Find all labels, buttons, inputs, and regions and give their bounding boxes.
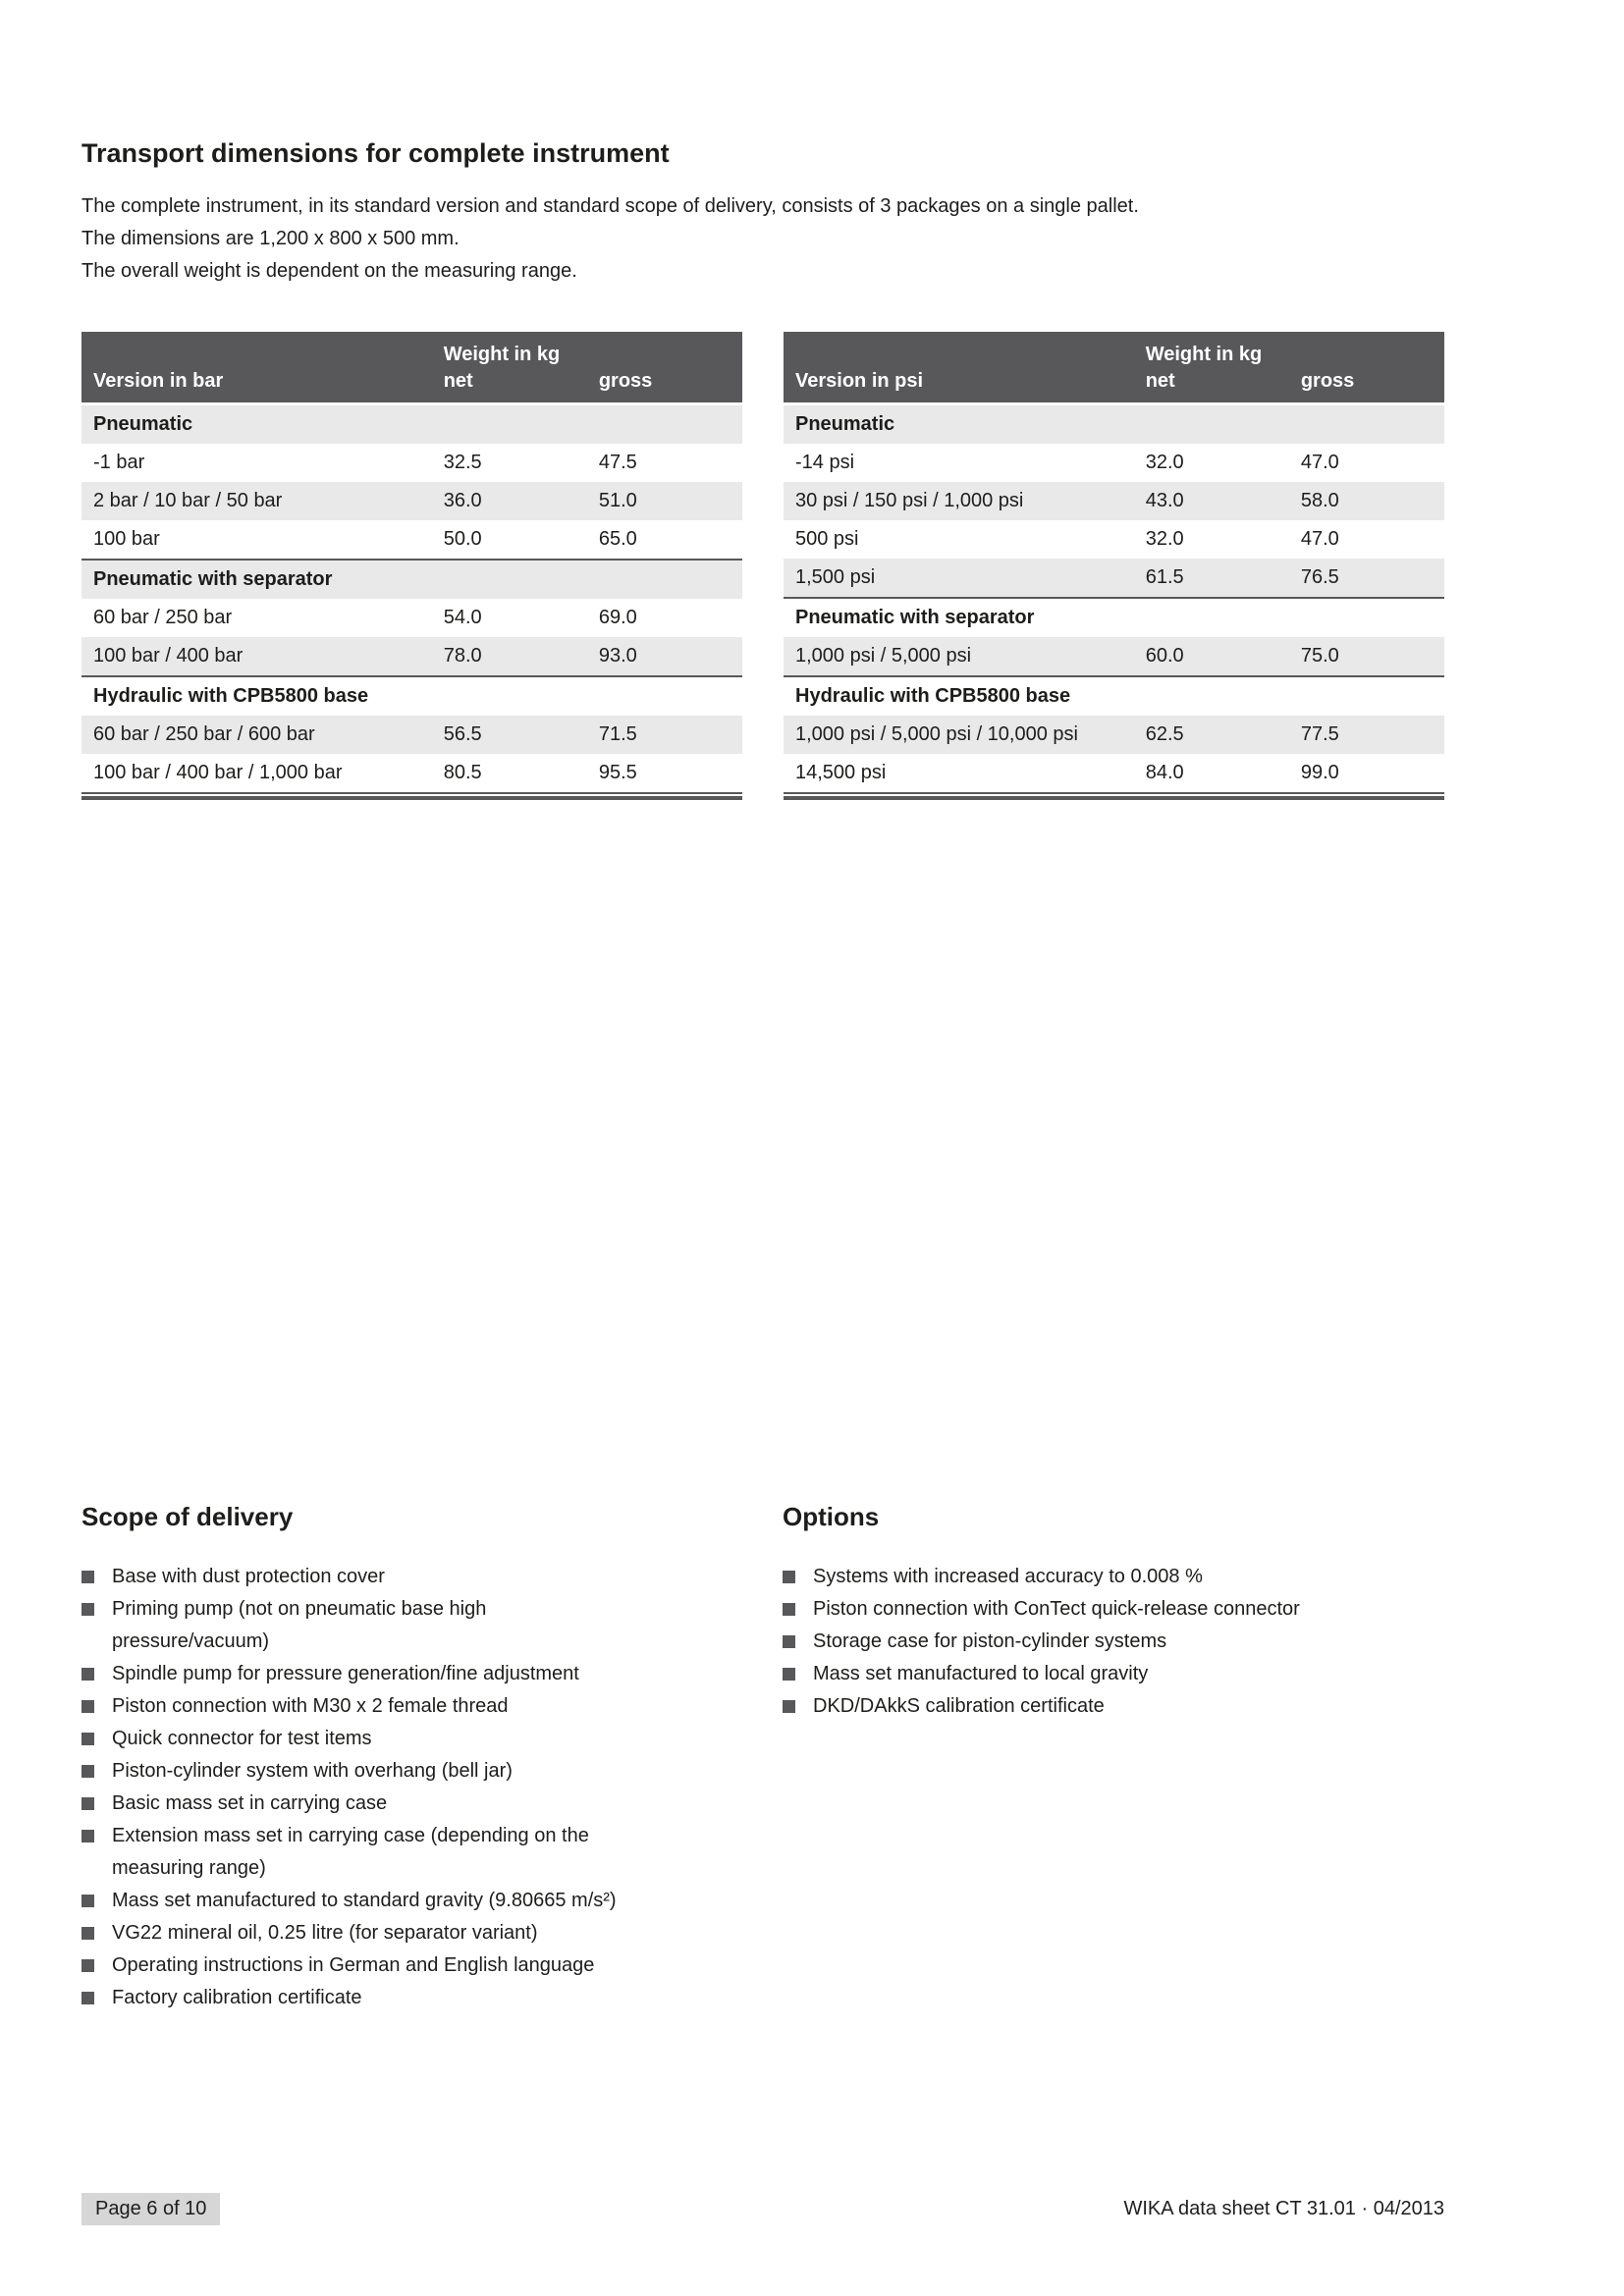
bullet-square-icon — [81, 1733, 94, 1745]
gross-value: 76.5 — [1300, 566, 1339, 588]
page-content — [81, 0, 1444, 2014]
net-value: 50.0 — [443, 528, 482, 550]
table-data-row — [81, 637, 742, 676]
list-item — [81, 1658, 632, 1690]
table-header — [784, 332, 1444, 404]
range-label: 14,500 psi — [795, 762, 887, 783]
range-label: 1,000 psi / 5,000 psi / 10,000 psi — [795, 723, 1078, 745]
range-label: 60 bar / 250 bar — [93, 607, 233, 628]
net-value: 80.5 — [443, 762, 482, 783]
weight-table-psi-wrap — [784, 332, 1444, 800]
net-value: 32.0 — [1145, 528, 1184, 550]
range-label: 1,000 psi / 5,000 psi — [795, 645, 972, 667]
table-data-row — [784, 637, 1444, 676]
intro-line-3: The overall weight is dependent on the measuring range. — [81, 260, 577, 282]
intro-text — [81, 190, 1444, 288]
net-value: 62.5 — [1145, 723, 1184, 745]
gross-value: 95.5 — [598, 762, 637, 783]
gross-column-header: gross — [587, 366, 742, 404]
range-label: 500 psi — [795, 528, 859, 550]
list-item-text: Piston connection with M30 x 2 female thread — [112, 1695, 509, 1717]
range-label: 100 bar — [93, 528, 160, 550]
options-list — [783, 1561, 1411, 1723]
range-label: 100 bar / 400 bar — [93, 645, 244, 667]
table-data-row — [784, 754, 1444, 793]
table-data-row — [81, 444, 742, 482]
bullet-square-icon — [783, 1635, 795, 1648]
list-item-text: Systems with increased accuracy to 0.008 % — [813, 1566, 1203, 1587]
header-spacer — [784, 332, 1134, 366]
list-item — [81, 1917, 632, 1949]
section-label: Pneumatic with separator — [81, 560, 742, 599]
table-data-row — [81, 599, 742, 637]
table-data-row — [784, 716, 1444, 754]
scope-of-delivery-list — [81, 1561, 632, 2014]
table-body — [81, 404, 742, 794]
list-item — [81, 1949, 632, 1982]
gross-value: 75.0 — [1300, 645, 1339, 667]
bullet-square-icon — [81, 1959, 94, 1972]
list-item-text: Base with dust protection cover — [112, 1566, 385, 1587]
list-item-text: DKD/DAkkS calibration certificate — [813, 1695, 1105, 1717]
list-item-text: Priming pump (not on pneumatic base high pressure/vacuum) — [112, 1598, 487, 1652]
table-section-row — [81, 676, 742, 716]
gross-value: 47.0 — [1300, 528, 1339, 550]
net-value: 60.0 — [1145, 645, 1184, 667]
list-item — [81, 1982, 632, 2014]
table-data-row — [81, 520, 742, 560]
section-label: Pneumatic — [795, 413, 895, 435]
gross-value: 65.0 — [598, 528, 637, 550]
section-label: Hydraulic with CPB5800 base — [784, 676, 1444, 716]
bullet-square-icon — [81, 1765, 94, 1778]
net-value: 54.0 — [443, 607, 482, 628]
list-item-text: Piston connection with ConTect quick-release connector — [813, 1598, 1300, 1620]
net-value: 32.0 — [1145, 452, 1184, 473]
gross-value: 51.0 — [598, 490, 637, 511]
net-value: 36.0 — [443, 490, 482, 511]
net-value: 32.5 — [443, 452, 482, 473]
list-item — [783, 1658, 1411, 1690]
table-data-row — [81, 482, 742, 520]
net-value: 84.0 — [1145, 762, 1184, 783]
bullet-square-icon — [81, 1927, 94, 1940]
version-column-header: Version in psi — [784, 366, 1134, 404]
list-item — [783, 1593, 1411, 1626]
options-heading: Options — [783, 1502, 880, 1531]
weight-table-psi — [784, 332, 1444, 794]
bullet-square-icon — [81, 1797, 94, 1810]
page-number: Page 6 of 10 — [81, 2193, 220, 2225]
datasheet-reference: WIKA data sheet CT 31.01 · 04/2013 — [1123, 2198, 1444, 2219]
table-section-row — [81, 404, 742, 445]
net-column-header: net — [432, 366, 587, 404]
bullet-square-icon — [783, 1668, 795, 1681]
list-item-text: Mass set manufactured to local gravity — [813, 1663, 1149, 1684]
range-label: 60 bar / 250 bar / 600 bar — [93, 723, 315, 745]
list-item-text: Extension mass set in carrying case (depending on the measuring range) — [112, 1825, 589, 1879]
bullet-square-icon — [81, 1603, 94, 1616]
list-item — [81, 1561, 632, 1593]
weight-in-kg-header: Weight in kg — [1134, 332, 1444, 366]
scope-of-delivery-section — [81, 1502, 783, 2014]
header-spacer — [81, 332, 432, 366]
list-item — [81, 1593, 632, 1658]
gross-value: 93.0 — [598, 645, 637, 667]
list-item-text: Operating instructions in German and English language — [112, 1954, 595, 1976]
section-label: Hydraulic with CPB5800 base — [81, 676, 742, 716]
net-value: 61.5 — [1145, 566, 1184, 588]
list-item — [81, 1723, 632, 1755]
gross-value: 99.0 — [1300, 762, 1339, 783]
gross-column-header: gross — [1289, 366, 1444, 404]
list-item-text: Storage case for piston-cylinder systems — [813, 1630, 1167, 1652]
list-item — [81, 1755, 632, 1788]
intro-line-1: The complete instrument, in its standard version and standard scope of delivery, consists of 3 packages on a single pallet. — [81, 195, 1139, 217]
range-label: -14 psi — [795, 452, 855, 473]
bullet-square-icon — [783, 1571, 795, 1583]
page-footer — [81, 2193, 1444, 2225]
bullet-square-icon — [81, 1895, 94, 1907]
range-label: 100 bar / 400 bar / 1,000 bar — [93, 762, 343, 783]
options-section — [783, 1502, 1444, 2014]
range-label: -1 bar — [93, 452, 145, 473]
net-value: 43.0 — [1145, 490, 1184, 511]
list-item-text: Spindle pump for pressure generation/fine adjustment — [112, 1663, 579, 1684]
list-item — [81, 1820, 632, 1885]
list-item — [81, 1885, 632, 1917]
table-data-row — [784, 482, 1444, 520]
net-value: 78.0 — [443, 645, 482, 667]
gross-value: 58.0 — [1300, 490, 1339, 511]
intro-line-2: The dimensions are 1,200 x 800 x 500 mm. — [81, 228, 460, 249]
section-label: Pneumatic — [93, 413, 193, 435]
gross-value: 77.5 — [1300, 723, 1339, 745]
bullet-square-icon — [81, 1571, 94, 1583]
scope-of-delivery-heading: Scope of delivery — [81, 1502, 294, 1531]
table-section-row — [784, 598, 1444, 637]
weight-in-kg-header: Weight in kg — [432, 332, 742, 366]
bullet-square-icon — [81, 1992, 94, 2004]
list-item — [783, 1626, 1411, 1658]
gross-value: 69.0 — [598, 607, 637, 628]
lists-row — [81, 1502, 1444, 2014]
weight-table-bar-wrap — [81, 332, 742, 800]
list-item-text: Quick connector for test items — [112, 1728, 372, 1749]
list-item — [783, 1690, 1411, 1723]
net-column-header: net — [1134, 366, 1289, 404]
list-item — [81, 1788, 632, 1820]
list-item — [81, 1690, 632, 1723]
weight-table-bar — [81, 332, 742, 794]
page-title: Transport dimensions for complete instrument — [81, 138, 670, 168]
list-item-text: VG22 mineral oil, 0.25 litre (for separator variant) — [112, 1922, 538, 1944]
bullet-square-icon — [783, 1700, 795, 1713]
range-label: 2 bar / 10 bar / 50 bar — [93, 490, 283, 511]
section-label: Pneumatic with separator — [784, 598, 1444, 637]
range-label: 1,500 psi — [795, 566, 876, 588]
list-item — [783, 1561, 1411, 1593]
table-data-row — [81, 716, 742, 754]
table-header — [81, 332, 742, 404]
gross-value: 47.0 — [1300, 452, 1339, 473]
net-value: 56.5 — [443, 723, 482, 745]
table-data-row — [81, 754, 742, 793]
gross-value: 71.5 — [598, 723, 637, 745]
version-column-header: Version in bar — [81, 366, 432, 404]
table-body — [784, 404, 1444, 794]
weight-tables-row — [81, 332, 1444, 800]
list-item-text: Mass set manufactured to standard gravity (9.80665 m/s²) — [112, 1890, 617, 1911]
bullet-square-icon — [783, 1603, 795, 1616]
bullet-square-icon — [81, 1668, 94, 1681]
list-item-text: Factory calibration certificate — [112, 1987, 362, 2008]
table-data-row — [784, 444, 1444, 482]
table-section-row — [81, 560, 742, 599]
table-data-row — [784, 520, 1444, 559]
table-section-row — [784, 676, 1444, 716]
bullet-square-icon — [81, 1830, 94, 1842]
range-label: 30 psi / 150 psi / 1,000 psi — [795, 490, 1024, 511]
table-data-row — [784, 559, 1444, 598]
table-section-row — [784, 404, 1444, 445]
gross-value: 47.5 — [598, 452, 637, 473]
list-item-text: Piston-cylinder system with overhang (bell jar) — [112, 1760, 513, 1782]
list-item-text: Basic mass set in carrying case — [112, 1792, 388, 1814]
bullet-square-icon — [81, 1700, 94, 1713]
